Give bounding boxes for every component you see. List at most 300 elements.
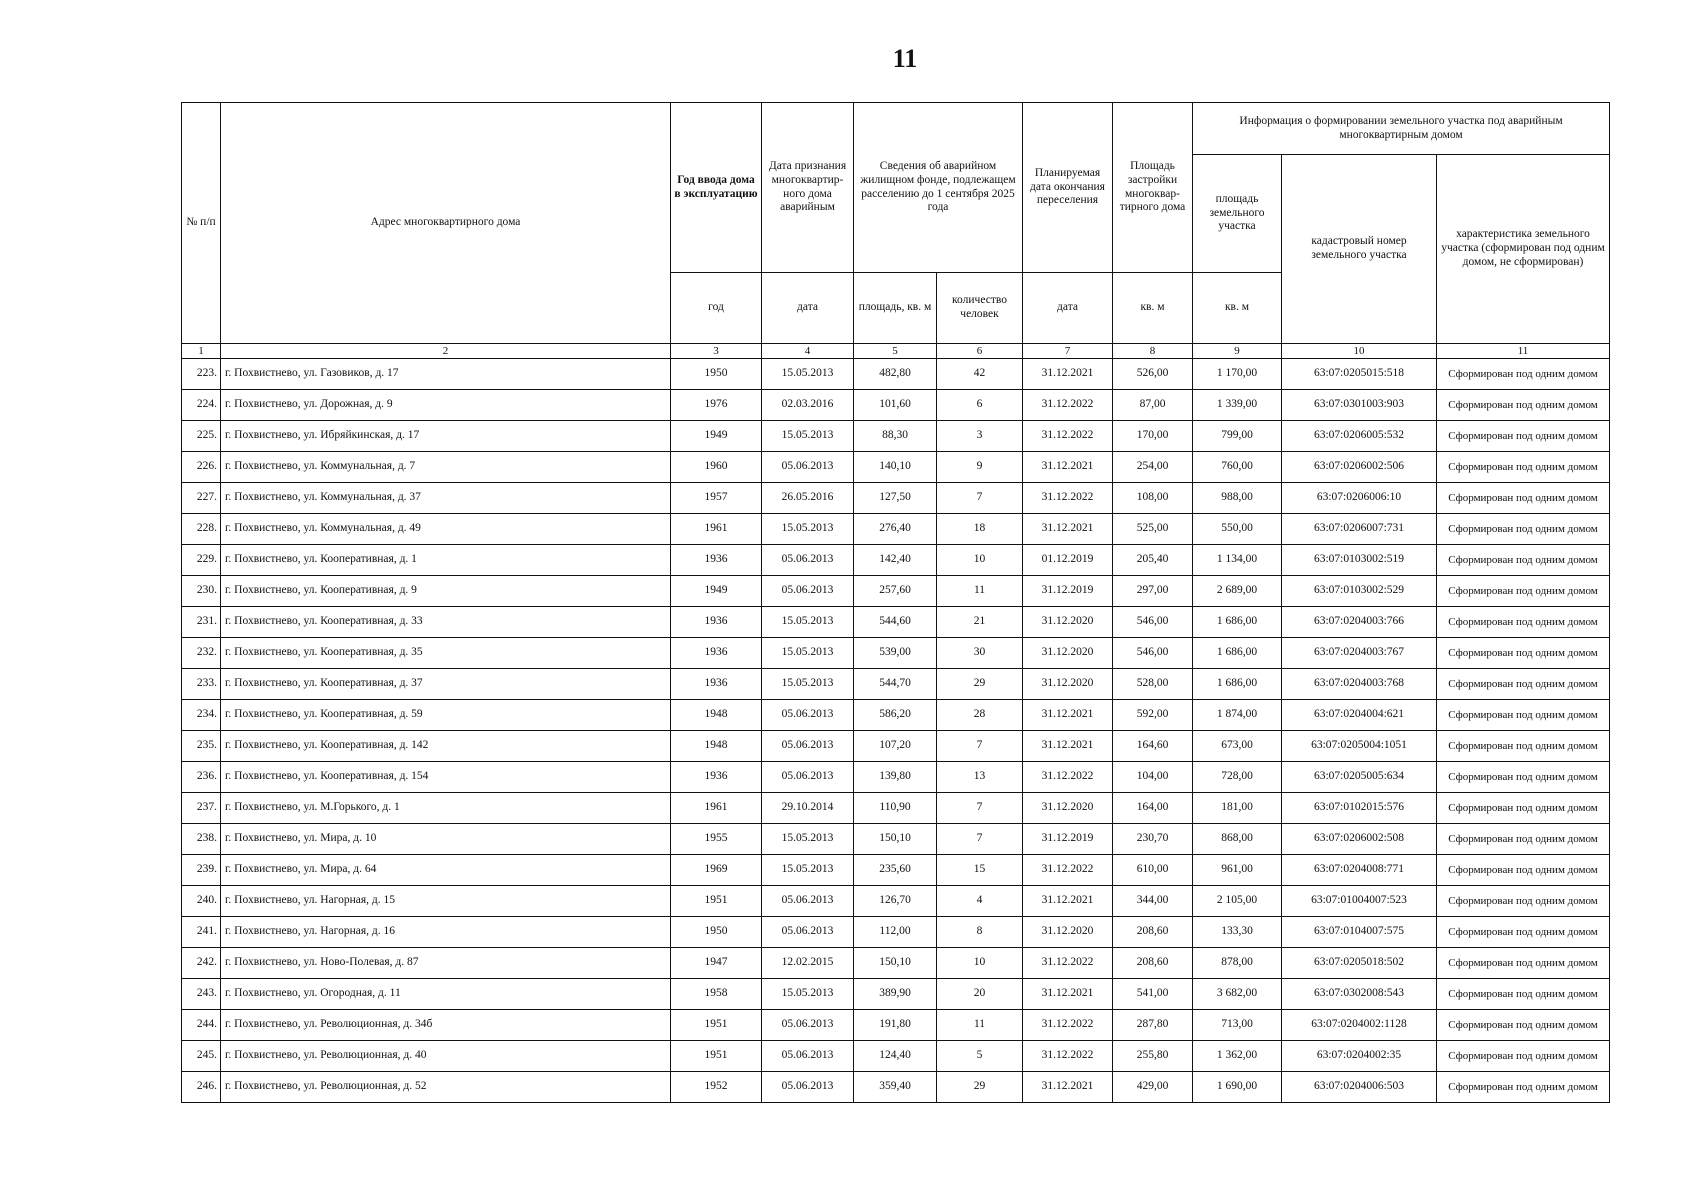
row-date: 15.05.2013 [762,607,854,638]
row-land-area: 961,00 [1193,855,1282,886]
row-number: 232. [182,638,221,669]
row-land-area: 673,00 [1193,731,1282,762]
row-characteristic: Сформирован под одним домом [1437,545,1610,576]
header-num: № п/п [182,103,221,344]
row-planned-date: 31.12.2021 [1023,1072,1113,1103]
row-characteristic: Сформирован под одним домом [1437,824,1610,855]
row-cadastral: 63:07:0103002:519 [1282,545,1437,576]
row-area: 112,00 [854,917,937,948]
row-date: 15.05.2013 [762,855,854,886]
emergency-housing-table [181,102,1610,1103]
column-number: 6 [937,344,1023,359]
row-year: 1951 [671,1041,762,1072]
row-address: г. Похвистнево, ул. Кооперативная, д. 1 [221,545,671,576]
column-number: 9 [1193,344,1282,359]
row-address: г. Похвистнево, ул. Кооперативная, д. 9 [221,576,671,607]
row-planned-date: 31.12.2019 [1023,824,1113,855]
row-build-area: 344,00 [1113,886,1193,917]
row-date: 05.06.2013 [762,886,854,917]
row-year: 1952 [671,1072,762,1103]
row-area: 544,60 [854,607,937,638]
row-characteristic: Сформирован под одним домом [1437,1072,1610,1103]
row-people: 28 [937,700,1023,731]
row-characteristic: Сформирован под одним домом [1437,638,1610,669]
row-year: 1960 [671,452,762,483]
row-planned-date: 31.12.2019 [1023,576,1113,607]
row-address: г. Похвистнево, ул. М.Горького, д. 1 [221,793,671,824]
row-year: 1936 [671,607,762,638]
column-number: 10 [1282,344,1437,359]
table-row [182,545,1610,576]
row-land-area: 1 686,00 [1193,638,1282,669]
row-area: 359,40 [854,1072,937,1103]
row-land-area: 799,00 [1193,421,1282,452]
row-planned-date: 31.12.2020 [1023,669,1113,700]
row-area: 126,70 [854,886,937,917]
table-row [182,1010,1610,1041]
row-number: 233. [182,669,221,700]
table-row [182,886,1610,917]
row-land-area: 760,00 [1193,452,1282,483]
row-area: 235,60 [854,855,937,886]
row-year: 1949 [671,421,762,452]
row-planned-date: 31.12.2021 [1023,731,1113,762]
row-characteristic: Сформирован под одним домом [1437,948,1610,979]
row-number: 241. [182,917,221,948]
row-people: 3 [937,421,1023,452]
row-date: 05.06.2013 [762,1041,854,1072]
row-cadastral: 63:07:0206005:532 [1282,421,1437,452]
row-number: 227. [182,483,221,514]
row-address: г. Похвистнево, ул. Дорожная, д. 9 [221,390,671,421]
row-date: 05.06.2013 [762,762,854,793]
row-year: 1948 [671,731,762,762]
row-build-area: 546,00 [1113,607,1193,638]
row-address: г. Похвистнево, ул. Кооперативная, д. 142 [221,731,671,762]
row-address: г. Похвистнево, ул. Кооперативная, д. 154 [221,762,671,793]
row-area: 257,60 [854,576,937,607]
header-address: Адрес многоквартирного дома [221,103,671,344]
row-characteristic: Сформирован под одним домом [1437,793,1610,824]
row-characteristic: Сформирован под одним домом [1437,421,1610,452]
row-date: 15.05.2013 [762,638,854,669]
header-year: Год ввода дома в эксплуатацию [671,103,762,273]
row-characteristic: Сформирован под одним домом [1437,886,1610,917]
row-cadastral: 63:07:0204003:767 [1282,638,1437,669]
row-area: 140,10 [854,452,937,483]
row-build-area: 205,40 [1113,545,1193,576]
table-row [182,669,1610,700]
row-year: 1969 [671,855,762,886]
row-cadastral: 63:07:0102015:576 [1282,793,1437,824]
row-characteristic: Сформирован под одним домом [1437,700,1610,731]
table-row [182,390,1610,421]
unit-area: площадь, кв. м [854,273,937,344]
row-address: г. Похвистнево, ул. Огородная, д. 11 [221,979,671,1010]
row-address: г. Похвистнево, ул. Коммунальная, д. 37 [221,483,671,514]
table-row [182,979,1610,1010]
row-number: 230. [182,576,221,607]
table-row [182,855,1610,886]
table-row [182,731,1610,762]
row-planned-date: 31.12.2020 [1023,607,1113,638]
header-fund: Сведения об аварийном жилищном фонде, подлежащем расселению до 1 сентября 2025 года [854,103,1023,273]
table-row [182,607,1610,638]
row-date: 12.02.2015 [762,948,854,979]
row-cadastral: 63:07:01004007:523 [1282,886,1437,917]
row-people: 4 [937,886,1023,917]
table-row [182,421,1610,452]
table-row [182,824,1610,855]
row-area: 150,10 [854,948,937,979]
row-area: 276,40 [854,514,937,545]
row-characteristic: Сформирован под одним домом [1437,359,1610,390]
row-cadastral: 63:07:0204002:35 [1282,1041,1437,1072]
table-row [182,700,1610,731]
column-number: 4 [762,344,854,359]
row-number: 224. [182,390,221,421]
row-date: 05.06.2013 [762,917,854,948]
row-date: 15.05.2013 [762,979,854,1010]
row-land-area: 550,00 [1193,514,1282,545]
row-planned-date: 31.12.2022 [1023,1010,1113,1041]
table-row [182,359,1610,390]
row-planned-date: 31.12.2022 [1023,855,1113,886]
row-build-area: 541,00 [1113,979,1193,1010]
row-area: 389,90 [854,979,937,1010]
row-cadastral: 63:07:0204004:621 [1282,700,1437,731]
header-cadastral: кадастровый номер земельного участка [1282,155,1437,344]
table-row [182,948,1610,979]
row-build-area: 546,00 [1113,638,1193,669]
row-characteristic: Сформирован под одним домом [1437,390,1610,421]
table-row [182,483,1610,514]
unit-year: год [671,273,762,344]
row-people: 20 [937,979,1023,1010]
row-build-area: 164,60 [1113,731,1193,762]
column-number: 2 [221,344,671,359]
row-planned-date: 31.12.2022 [1023,762,1113,793]
table-row [182,793,1610,824]
row-address: г. Похвистнево, ул. Газовиков, д. 17 [221,359,671,390]
row-characteristic: Сформирован под одним домом [1437,1010,1610,1041]
row-number: 238. [182,824,221,855]
row-people: 7 [937,483,1023,514]
table-row [182,576,1610,607]
row-build-area: 208,60 [1113,917,1193,948]
unit-people: количество человек [937,273,1023,344]
row-number: 240. [182,886,221,917]
row-number: 223. [182,359,221,390]
column-numbers-row [182,344,1610,359]
row-characteristic: Сформирован под одним домом [1437,855,1610,886]
row-characteristic: Сформирован под одним домом [1437,917,1610,948]
row-characteristic: Сформирован под одним домом [1437,669,1610,700]
row-people: 6 [937,390,1023,421]
row-date: 05.06.2013 [762,1072,854,1103]
header-build-area: Площадь застройки многоквар-тирного дома [1113,103,1193,273]
row-land-area: 1 874,00 [1193,700,1282,731]
row-area: 88,30 [854,421,937,452]
row-land-area: 181,00 [1193,793,1282,824]
row-cadastral: 63:07:0204002:1128 [1282,1010,1437,1041]
row-characteristic: Сформирован под одним домом [1437,452,1610,483]
row-date: 15.05.2013 [762,359,854,390]
row-date: 05.06.2013 [762,731,854,762]
row-planned-date: 31.12.2022 [1023,948,1113,979]
row-area: 544,70 [854,669,937,700]
row-address: г. Похвистнево, ул. Ибряйкинская, д. 17 [221,421,671,452]
unit-date: дата [762,273,854,344]
row-characteristic: Сформирован под одним домом [1437,576,1610,607]
row-date: 02.03.2016 [762,390,854,421]
unit-sqm-2: кв. м [1193,273,1282,344]
row-planned-date: 31.12.2021 [1023,700,1113,731]
table-row [182,1041,1610,1072]
row-planned-date: 31.12.2022 [1023,390,1113,421]
row-address: г. Похвистнево, ул. Революционная, д. 34б [221,1010,671,1041]
row-cadastral: 63:07:0206007:731 [1282,514,1437,545]
row-number: 234. [182,700,221,731]
row-land-area: 2 105,00 [1193,886,1282,917]
row-build-area: 287,80 [1113,1010,1193,1041]
row-build-area: 297,00 [1113,576,1193,607]
row-build-area: 592,00 [1113,700,1193,731]
row-people: 21 [937,607,1023,638]
row-people: 11 [937,576,1023,607]
row-year: 1951 [671,886,762,917]
row-address: г. Похвистнево, ул. Революционная, д. 52 [221,1072,671,1103]
row-number: 225. [182,421,221,452]
row-address: г. Похвистнево, ул. Нагорная, д. 15 [221,886,671,917]
row-characteristic: Сформирован под одним домом [1437,762,1610,793]
row-year: 1955 [671,824,762,855]
row-build-area: 526,00 [1113,359,1193,390]
table-row [182,638,1610,669]
row-cadastral: 63:07:0301003:903 [1282,390,1437,421]
column-number: 3 [671,344,762,359]
row-area: 127,50 [854,483,937,514]
row-area: 110,90 [854,793,937,824]
row-year: 1947 [671,948,762,979]
row-number: 239. [182,855,221,886]
row-number: 235. [182,731,221,762]
row-year: 1936 [671,545,762,576]
row-land-area: 878,00 [1193,948,1282,979]
row-cadastral: 63:07:0205015:518 [1282,359,1437,390]
header-land-info: Информация о формировании земельного участка под аварийным многоквартирным домом [1193,103,1610,155]
row-land-area: 1 362,00 [1193,1041,1282,1072]
row-address: г. Похвистнево, ул. Мира, д. 10 [221,824,671,855]
row-land-area: 1 690,00 [1193,1072,1282,1103]
row-year: 1949 [671,576,762,607]
row-address: г. Похвистнево, ул. Ново-Полевая, д. 87 [221,948,671,979]
row-people: 7 [937,793,1023,824]
row-year: 1951 [671,1010,762,1041]
row-date: 05.06.2013 [762,1010,854,1041]
row-characteristic: Сформирован под одним домом [1437,731,1610,762]
row-date: 05.06.2013 [762,700,854,731]
row-address: г. Похвистнево, ул. Революционная, д. 40 [221,1041,671,1072]
row-planned-date: 31.12.2022 [1023,421,1113,452]
row-address: г. Похвистнево, ул. Мира, д. 64 [221,855,671,886]
row-characteristic: Сформирован под одним домом [1437,514,1610,545]
row-cadastral: 63:07:0204008:771 [1282,855,1437,886]
row-number: 231. [182,607,221,638]
row-people: 42 [937,359,1023,390]
row-land-area: 1 686,00 [1193,669,1282,700]
row-planned-date: 31.12.2021 [1023,886,1113,917]
row-planned-date: 31.12.2020 [1023,793,1113,824]
row-build-area: 429,00 [1113,1072,1193,1103]
row-number: 244. [182,1010,221,1041]
column-number: 7 [1023,344,1113,359]
row-year: 1957 [671,483,762,514]
table-row [182,452,1610,483]
row-address: г. Похвистнево, ул. Кооперативная, д. 37 [221,669,671,700]
row-area: 142,40 [854,545,937,576]
row-address: г. Похвистнево, ул. Нагорная, д. 16 [221,917,671,948]
row-people: 29 [937,669,1023,700]
header-characteristic: характеристика земельного участка (сформирован под одним домом, не сформирован) [1437,155,1610,344]
row-people: 15 [937,855,1023,886]
row-number: 245. [182,1041,221,1072]
row-build-area: 104,00 [1113,762,1193,793]
row-year: 1958 [671,979,762,1010]
row-number: 242. [182,948,221,979]
row-year: 1961 [671,793,762,824]
row-year: 1950 [671,359,762,390]
row-people: 5 [937,1041,1023,1072]
row-cadastral: 63:07:0205004:1051 [1282,731,1437,762]
row-people: 10 [937,948,1023,979]
row-area: 124,40 [854,1041,937,1072]
row-address: г. Похвистнево, ул. Коммунальная, д. 7 [221,452,671,483]
row-cadastral: 63:07:0104007:575 [1282,917,1437,948]
row-planned-date: 31.12.2020 [1023,917,1113,948]
row-number: 228. [182,514,221,545]
column-number: 1 [182,344,221,359]
table-row [182,917,1610,948]
row-people: 8 [937,917,1023,948]
row-build-area: 528,00 [1113,669,1193,700]
row-land-area: 1 170,00 [1193,359,1282,390]
row-cadastral: 63:07:0205005:634 [1282,762,1437,793]
row-area: 101,60 [854,390,937,421]
header-date: Дата признания многоквартир-ного дома аварийным [762,103,854,273]
row-planned-date: 31.12.2022 [1023,483,1113,514]
row-cadastral: 63:07:0204003:768 [1282,669,1437,700]
row-people: 29 [937,1072,1023,1103]
row-build-area: 164,00 [1113,793,1193,824]
header-planned: Планируемая дата окончания переселения [1023,103,1113,273]
row-build-area: 255,80 [1113,1041,1193,1072]
row-planned-date: 31.12.2021 [1023,514,1113,545]
row-number: 246. [182,1072,221,1103]
row-date: 05.06.2013 [762,452,854,483]
row-land-area: 1 134,00 [1193,545,1282,576]
row-year: 1948 [671,700,762,731]
row-cadastral: 63:07:0206002:508 [1282,824,1437,855]
unit-date-2: дата [1023,273,1113,344]
row-cadastral: 63:07:0204003:766 [1282,607,1437,638]
row-date: 26.05.2016 [762,483,854,514]
row-people: 11 [937,1010,1023,1041]
row-address: г. Похвистнево, ул. Кооперативная, д. 35 [221,638,671,669]
page-number: 11 [892,44,918,73]
row-planned-date: 31.12.2021 [1023,359,1113,390]
row-people: 7 [937,824,1023,855]
row-date: 15.05.2013 [762,824,854,855]
row-people: 13 [937,762,1023,793]
row-date: 15.05.2013 [762,514,854,545]
row-planned-date: 31.12.2020 [1023,638,1113,669]
row-build-area: 108,00 [1113,483,1193,514]
row-build-area: 208,60 [1113,948,1193,979]
row-people: 18 [937,514,1023,545]
row-build-area: 254,00 [1113,452,1193,483]
row-characteristic: Сформирован под одним домом [1437,979,1610,1010]
row-number: 237. [182,793,221,824]
table-row [182,1072,1610,1103]
row-cadastral: 63:07:0302008:543 [1282,979,1437,1010]
row-planned-date: 31.12.2022 [1023,1041,1113,1072]
row-characteristic: Сформирован под одним домом [1437,1041,1610,1072]
row-people: 7 [937,731,1023,762]
row-number: 226. [182,452,221,483]
row-area: 150,10 [854,824,937,855]
row-number: 229. [182,545,221,576]
row-cadastral: 63:07:0204006:503 [1282,1072,1437,1103]
row-number: 236. [182,762,221,793]
row-planned-date: 01.12.2019 [1023,545,1113,576]
table-row [182,762,1610,793]
column-number: 11 [1437,344,1610,359]
row-build-area: 610,00 [1113,855,1193,886]
row-land-area: 988,00 [1193,483,1282,514]
row-land-area: 1 686,00 [1193,607,1282,638]
row-area: 191,80 [854,1010,937,1041]
row-date: 05.06.2013 [762,576,854,607]
row-cadastral: 63:07:0206006:10 [1282,483,1437,514]
table-row [182,514,1610,545]
row-year: 1950 [671,917,762,948]
row-year: 1936 [671,669,762,700]
row-build-area: 230,70 [1113,824,1193,855]
row-cadastral: 63:07:0206002:506 [1282,452,1437,483]
row-address: г. Похвистнево, ул. Кооперативная, д. 33 [221,607,671,638]
row-build-area: 87,00 [1113,390,1193,421]
row-land-area: 868,00 [1193,824,1282,855]
row-area: 107,20 [854,731,937,762]
column-number: 5 [854,344,937,359]
row-number: 243. [182,979,221,1010]
row-area: 539,00 [854,638,937,669]
unit-sqm: кв. м [1113,273,1193,344]
row-address: г. Похвистнево, ул. Коммунальная, д. 49 [221,514,671,545]
row-land-area: 728,00 [1193,762,1282,793]
row-build-area: 525,00 [1113,514,1193,545]
row-land-area: 1 339,00 [1193,390,1282,421]
row-planned-date: 31.12.2021 [1023,979,1113,1010]
row-cadastral: 63:07:0103002:529 [1282,576,1437,607]
row-people: 9 [937,452,1023,483]
row-build-area: 170,00 [1113,421,1193,452]
row-people: 10 [937,545,1023,576]
row-cadastral: 63:07:0205018:502 [1282,948,1437,979]
row-characteristic: Сформирован под одним домом [1437,607,1610,638]
row-land-area: 713,00 [1193,1010,1282,1041]
